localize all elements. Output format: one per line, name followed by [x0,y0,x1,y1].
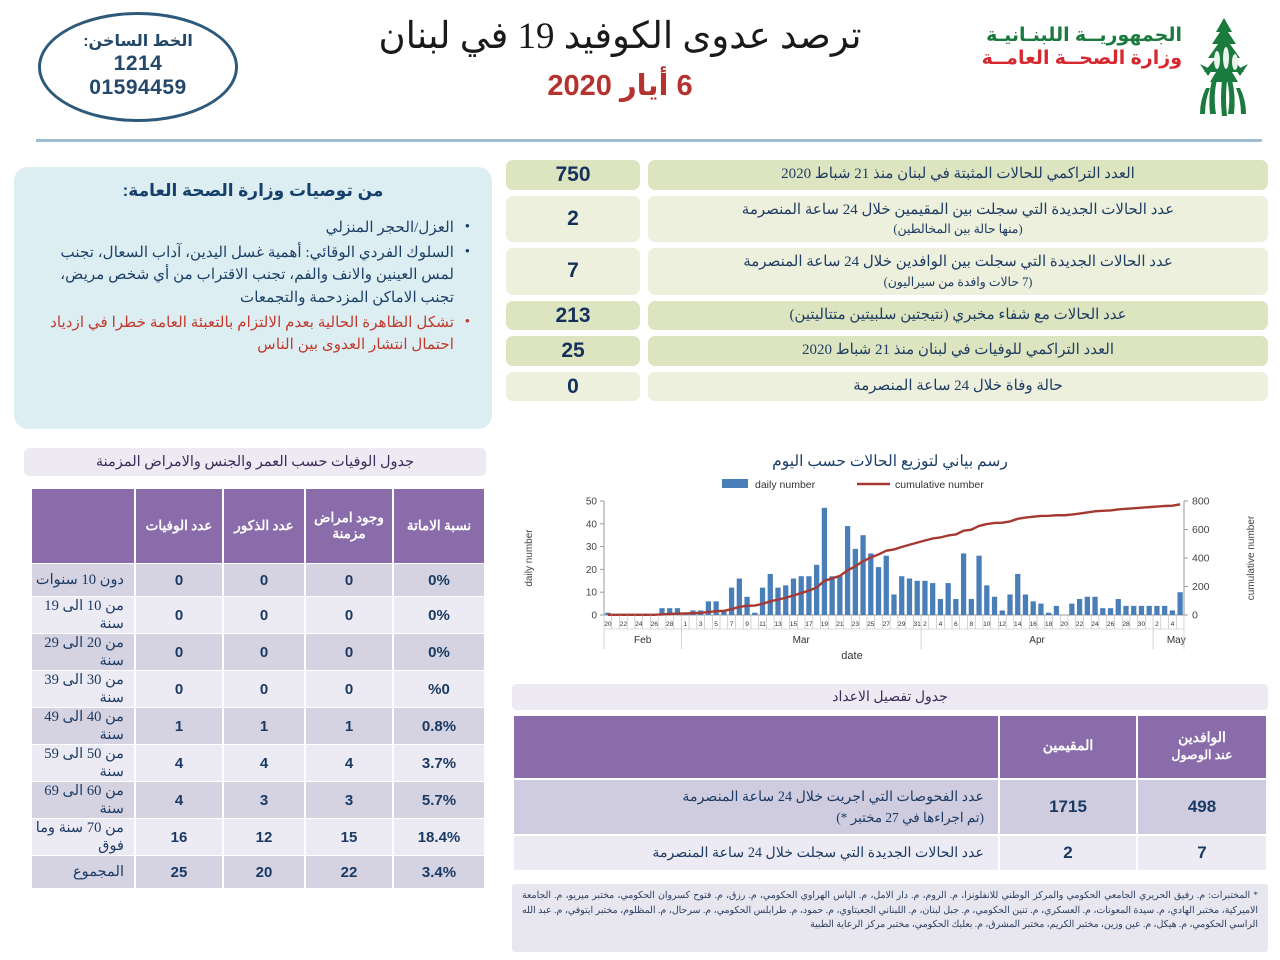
deaths-row-value: 0 [136,634,222,670]
x-tick-label: 2 [1155,621,1159,628]
deaths-row-label: من 20 الى 29 سنة [32,634,134,670]
bar [969,599,974,615]
bar [984,585,989,615]
bar [1031,601,1036,615]
stat-label-main: عدد الحالات الجديدة التي سجلت بين المقيمين خلال 24 ساعة المنصرمة [741,201,1175,218]
deaths-table-header-cell: نسبة الاماتة [394,489,484,563]
bar [830,576,835,615]
x-tick-label: 15 [789,621,798,628]
x-tick-label: 4 [938,621,943,628]
deaths-row-value: 0 [306,597,392,633]
deaths-row-value: 18.4% [394,819,484,855]
deaths-row-label: من 70 سنة وما فوق [32,819,134,855]
y-tick-label-right: 800 [1192,495,1210,508]
stat-row [506,248,1268,295]
stat-label [648,196,1268,243]
ministry-department-line: وزارة الصحــة العامــة [981,48,1182,70]
stat-label [648,160,1268,190]
deaths-table-header-row [32,489,484,563]
bar [938,599,943,615]
bar [1077,599,1082,615]
x-month-labels [604,629,1186,662]
x-tick-label: 27 [882,621,890,628]
page-header [0,0,1280,148]
y-tick-label-right: 200 [1192,581,1210,593]
ministry-wordmark [982,24,1182,70]
bar [876,567,881,615]
x-tick-label: 26 [650,621,658,628]
chart-bars [605,508,1183,615]
deaths-row-value: 4 [136,745,222,781]
detail-arrivals-value: 498 [1138,780,1266,834]
chart-legend [722,479,984,491]
report-date: 6 أيار 2020 [547,70,693,103]
deaths-row-value: 4 [224,745,304,781]
bar [1085,597,1090,615]
y-tick-label-right: 400 [1192,552,1210,565]
bar [837,576,842,615]
bar [1000,610,1005,615]
deaths-row-label: من 50 الى 59 سنة [32,745,134,781]
table-row [514,780,1266,834]
x-tick-label: 11 [759,621,766,628]
deaths-row-value: 0 [224,564,304,596]
x-tick-label: 25 [867,621,875,628]
deaths-row-label: من 30 الى 39 سنة [32,671,134,707]
deaths-row-value: 4 [136,782,222,818]
table-row [32,634,484,670]
deaths-row-label: دون 10 سنوات [32,564,134,596]
deaths-row-value: 0% [394,597,484,633]
bar [1046,613,1051,615]
deaths-row-value: 0 [306,634,392,670]
recommendation-item: • السلوك الفردي الوقائي: أهمية غسل اليدين، آداب السعال، تجنب لمس العينين والانف والفم، تجنب الاقتراب من أي شخص مريض، تجنب الاماكن المزدحمة والتجمعات [32,242,474,309]
x-tick-label: 8 [969,621,974,628]
bar [799,576,804,615]
stat-label-main: العدد التراكمي للوفيات في لبنان منذ 21 شباط 2020 [801,342,1115,359]
table-row [32,782,484,818]
bar [961,553,966,615]
bar [1108,608,1113,615]
bar [752,613,757,615]
bar [1178,592,1183,615]
x-tick-label: 31 [913,621,921,628]
deaths-row-value: 0 [136,564,222,596]
stat-label [648,248,1268,295]
y-tick-label-left: 0 [591,610,597,622]
bar [1123,606,1128,615]
x-tick-label: 7 [729,621,734,628]
detail-arrivals-value: 7 [1138,836,1266,870]
daily-cases-chart [512,452,1268,674]
x-tick-label: 20 [1060,621,1068,628]
deaths-row-value: 3.4% [394,856,484,888]
deaths-row-value: 25 [136,856,222,888]
x-tick-label: 21 [836,621,844,628]
table-row [32,597,484,633]
y-axis-title-right: cumulative number [1246,515,1257,601]
table-row [32,671,484,707]
stat-label [648,336,1268,366]
x-tick-label: 20 [604,621,612,628]
stat-value: 25 [506,336,640,366]
deaths-row-label: من 40 الى 49 سنة [32,708,134,744]
stat-value: 213 [506,301,640,331]
table-row [514,836,1266,870]
hotline-label: الخط الساخن: [83,32,193,50]
bar [775,588,780,615]
deaths-row-value: 0.8% [394,708,484,744]
deaths-row-value: 5.7% [394,782,484,818]
bar [1069,604,1074,615]
table-row [32,564,484,596]
bar [1116,599,1121,615]
deaths-row-label: من 10 الى 19 سنة [32,597,134,633]
deaths-row-value: 0% [394,564,484,596]
deaths-row-value: 0 [306,564,392,596]
deaths-row-value: 3 [224,782,304,818]
detail-row-sublabel: (تم اجراءها في 27 مختبر *) [836,809,984,825]
bar [737,579,742,615]
x-tick-label: 14 [1014,621,1022,628]
stat-label-sub: (7 حالات وافدة من سيراليون) [883,274,1033,289]
legend-label-cumulative: cumulative number [895,479,984,491]
y-tick-label-left: 20 [585,564,597,576]
x-axis-title: date [841,650,863,662]
bar [1092,597,1097,615]
stat-label-sub: (منها حالة بين المخالطين) [893,222,1023,236]
x-tick-label: 18 [1044,621,1053,628]
bar [930,583,935,615]
bar [1007,594,1012,615]
deaths-row-value: 3.7% [394,745,484,781]
detail-table-body [514,780,1266,870]
month-label: Apr [1029,635,1045,646]
bar [1023,594,1028,615]
hotline-number-1: 1214 [113,51,163,75]
y-tick-label-left: 50 [585,496,597,508]
y-tick-label-left: 10 [585,587,597,599]
deaths-row-value: 22 [306,856,392,888]
bar [1147,606,1152,615]
stat-value: 750 [506,160,640,190]
detail-residents-value: 1715 [1000,780,1136,834]
stat-value: 2 [506,196,640,243]
title-block [280,14,960,103]
y-tick-label-left: 40 [585,519,597,531]
stat-label [648,372,1268,402]
deaths-row-value: 0 [136,597,222,633]
chart-title: رسم بياني لتوزيع الحالات حسب اليوم [772,453,1008,470]
bar [714,601,719,615]
cedar-tree-icon [1186,14,1262,124]
bar [1131,606,1136,615]
deaths-row-value: 0 [224,671,304,707]
deaths-row-value: 20 [224,856,304,888]
labs-footnote: * المختبرات: م. رفيق الحريري الجامعي الحكومي والمركز الوطني للانفلونزا، م. الروم، م. دار الامل، م. الياس الهراوي الحكومي، م. رزق، م. فتوح كسروان الحكومي، مختبر ميريو، م. الجامعة الاميركية، مختبر الهادي، م. سيدة المعونات، م. العسكري، م. تنين الحكومي، م. جبل لبنان، م. اللبناني الجعيتاوي، م. حمود، م. طرابلس الحكومي، م. سرحال، م. المظلوم، مختبر ايتوفي، م. عبد الله الراسي الحكومي، م. هيكل، م. عين وزين، مختبر الكريم، مختبر المشرق، م. بعلبك الحكومي، مختبر مركز الرعاية الطبية [512,884,1268,952]
x-tick-label: 6 [954,621,958,628]
bar [1139,606,1144,615]
deaths-table-header-cell: عدد الوفيات [136,489,222,563]
deaths-row-value: 1 [306,708,392,744]
y-tick-label-left: 30 [585,542,597,554]
deaths-row-value: 1 [136,708,222,744]
header-divider [36,139,1262,142]
table-row [32,819,484,855]
detail-header-blank [514,716,998,778]
deaths-row-value: 3 [306,782,392,818]
bar [814,565,819,615]
recommendation-item: • تشكل الظاهرة الحالية بعدم الالتزام بالتعبئة العامة خطرا في ازدياد احتمال انتشار العدوى بين الناس [32,312,474,356]
deaths-table-header-cell: عدد الذكور [224,489,304,563]
stat-value: 7 [506,248,640,295]
x-tick-label: 12 [998,621,1006,628]
detail-header-arrivals-sub: عند الوصول [1171,747,1233,762]
bar [1038,604,1043,615]
deaths-table-body [32,564,484,888]
x-tick-label: 28 [666,621,674,628]
bar [1154,606,1159,615]
bar [922,581,927,615]
month-label: Feb [634,635,652,646]
deaths-row-label: المجموع [32,856,134,888]
deaths-row-value: 4 [306,745,392,781]
x-tick-label: 16 [1029,621,1037,628]
bar [1015,574,1020,615]
x-tick-label: 3 [698,621,703,628]
x-tick-label: 24 [635,621,643,628]
x-tick-label: 30 [1137,621,1146,628]
recommendations-panel [14,167,492,429]
x-tick-label: 1 [683,621,688,628]
table-row [32,745,484,781]
x-tick-label: 26 [1106,621,1115,628]
month-label: May [1166,635,1186,646]
deaths-row-value: 0% [394,634,484,670]
bar [953,599,958,615]
detail-row-label: عدد الفحوصات التي اجريت خلال 24 ساعة المنصرمة (تم اجراءها في 27 مختبر *) [514,780,998,834]
bar [1054,606,1059,615]
detail-header-residents: المقيمين [1000,716,1136,778]
deaths-row-value: 12 [224,819,304,855]
x-tick-label: 22 [1075,621,1084,628]
deaths-table-header-cell [32,489,134,563]
stat-label-main: العدد التراكمي للحالات المثبتة في لبنان منذ 21 شباط 2020 [781,166,1135,182]
x-tick-labels [604,615,1184,629]
stat-label-main: عدد الحالات مع شفاء مخبري (نتيجتين سلبيتين متتاليتين) [789,306,1127,323]
month-label: Mar [792,635,810,646]
hotline-number-2: 01594459 [89,76,187,100]
x-tick-label: 29 [898,621,906,628]
bar [915,581,920,615]
bar [884,556,889,615]
stat-value: 0 [506,372,640,402]
bar [729,588,734,615]
bar [868,553,873,615]
bar [806,576,811,615]
deaths-table [30,488,486,889]
stat-row [506,160,1268,190]
y-axis-title-left: daily number [524,529,535,587]
stat-label-main: عدد الحالات الجديدة التي سجلت بين الوافدين خلال 24 ساعة المنصرمة [743,254,1173,271]
statistics-panel [506,160,1268,407]
y-tick-label-right: 0 [1192,609,1198,622]
page-title: ترصد عدوى الكوفيد 19 في لبنان [378,16,862,57]
table-row [32,708,484,744]
detail-row-label: عدد الحالات الجديدة التي سجلت خلال 24 ساعة المنصرمة [514,836,998,870]
detail-table-title: جدول تفصيل الاعداد [512,684,1268,710]
recommendation-item: • العزل/الحجر المنزلي [32,217,474,239]
detail-table-header-row [514,716,1266,778]
deaths-row-value: 1 [224,708,304,744]
bar [891,594,896,615]
detail-table [512,714,1268,872]
detail-header-arrivals-main: الوافدين [1178,731,1226,747]
bar [899,576,904,615]
bar [768,574,773,615]
deaths-row-value: %0 [394,671,484,707]
deaths-row-value: 0 [224,597,304,633]
deaths-row-label: من 60 الى 69 سنة [32,782,134,818]
legend-label-daily: daily number [755,479,816,491]
deaths-table-title: جدول الوفيات حسب العمر والجنس والامراض المزمنة [24,448,486,476]
recommendations-list [32,217,474,356]
deaths-row-value: 0 [136,671,222,707]
x-tick-label: 28 [1122,621,1130,628]
x-tick-label: 24 [1091,621,1099,628]
x-tick-label: 5 [714,621,718,628]
deaths-row-value: 0 [224,634,304,670]
deaths-row-value: 0 [306,671,392,707]
deaths-row-value: 16 [136,819,222,855]
recommendations-title: من توصيات وزارة الصحة العامة: [122,181,384,200]
x-tick-label: 9 [745,621,749,628]
hotline-badge [38,12,238,122]
bar [760,588,765,615]
legend-swatch-daily [722,479,748,488]
detail-residents-value: 2 [1000,836,1136,870]
stat-row [506,301,1268,331]
bar [976,556,981,615]
x-tick-label: 19 [820,621,829,628]
stat-label [648,301,1268,331]
x-tick-label: 4 [1170,621,1175,628]
bar [853,549,858,615]
bar [860,535,865,615]
bar [1100,608,1105,615]
x-tick-label: 10 [983,621,991,628]
ministry-republic-line: الجمهوريــة اللبنـانيـة [986,25,1182,46]
x-tick-label: 22 [619,621,628,628]
stat-row [506,372,1268,402]
table-row [32,856,484,888]
bar [1162,606,1167,615]
x-tick-label: 13 [774,621,782,628]
deaths-table-header-cell: وجود امراض مزمنة [306,489,392,563]
y-tick-label-right: 600 [1192,524,1210,536]
x-tick-label: 23 [851,621,860,628]
bar [946,583,951,615]
detail-header-arrivals [1138,716,1266,778]
chart-canvas [512,473,1268,673]
bar [1170,610,1175,615]
stat-label-main: حالة وفاة خلال 24 ساعة المنصرمة [853,377,1063,394]
bar [992,597,997,615]
deaths-row-value: 15 [306,819,392,855]
x-tick-label: 2 [923,621,927,628]
x-tick-label: 17 [805,621,813,628]
bar [783,585,788,615]
bar [822,508,827,615]
stat-row [506,336,1268,366]
bar [907,579,912,615]
stat-row [506,196,1268,243]
